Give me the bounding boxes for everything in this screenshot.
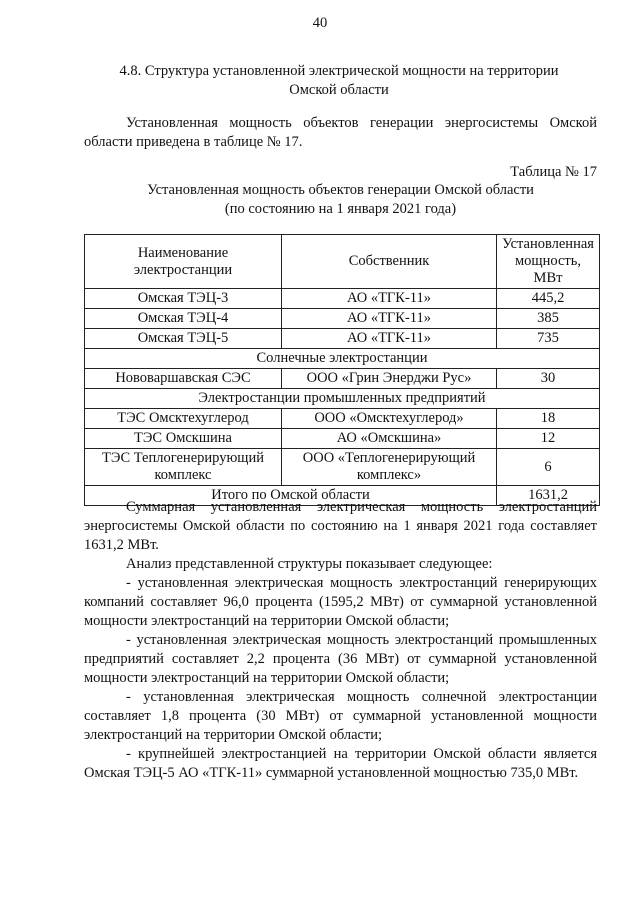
total-label: Итого по Омской области	[85, 486, 497, 506]
table-caption-line2: (по состоянию на 1 января 2021 года)	[224, 201, 457, 217]
analysis-text	[84, 498, 597, 783]
table-row	[85, 309, 600, 329]
section-industrial: Электростанции промышленных предприятий	[85, 389, 600, 409]
capacity-table	[84, 234, 600, 506]
section-heading: 4.8. Структура установленной электрической мощности на территории Омской области	[119, 63, 559, 98]
summary-paragraph: Суммарная установленная электрическая мощность электростанций энергосистемы Омской области по состоянию на 1 января 2021 года составляет 1631,2 МВт.	[84, 499, 597, 553]
intro-paragraph: Установленная мощность объектов генерации энергосистемы Омской области приведена в таблице № 17.	[84, 115, 597, 150]
cell-capacity: 18	[497, 409, 600, 429]
cell-capacity: 735	[497, 329, 600, 349]
cell-station: Омская ТЭЦ-4	[85, 309, 282, 329]
cell-station: Омская ТЭЦ-3	[85, 289, 282, 309]
cell-station: ТЭС Теплогенерирующий комплекс	[85, 449, 282, 486]
table-row	[85, 429, 600, 449]
cell-owner: АО «ТГК-11»	[282, 329, 497, 349]
cell-station: Омская ТЭЦ-5	[85, 329, 282, 349]
table-number: Таблица № 17	[510, 164, 597, 180]
header-owner: Собственник	[282, 235, 497, 289]
cell-owner: АО «ТГК-11»	[282, 289, 497, 309]
table-caption	[84, 181, 597, 219]
table-row	[85, 289, 600, 309]
cell-capacity: 385	[497, 309, 600, 329]
page-number: 40	[312, 15, 328, 31]
cell-owner: АО «ТГК-11»	[282, 309, 497, 329]
analysis-item: - крупнейшей электростанцией на территории Омской области является Омская ТЭЦ-5 АО «ТГК-11» суммарной установленной мощностью 735,0 МВт.	[84, 746, 597, 781]
table-row	[85, 369, 600, 389]
table-row	[85, 449, 600, 486]
cell-capacity: 12	[497, 429, 600, 449]
cell-owner: ООО «Грин Энерджи Рус»	[282, 369, 497, 389]
header-capacity: Установленная мощность, МВт	[497, 235, 600, 289]
section-solar: Солнечные электростанции	[85, 349, 600, 369]
cell-capacity: 445,2	[497, 289, 600, 309]
cell-owner: ООО «Теплогенерирующий комплекс»	[282, 449, 497, 486]
table-row	[85, 329, 600, 349]
table-row	[85, 409, 600, 429]
table-section-row	[85, 389, 600, 409]
cell-station: Нововаршавская СЭС	[85, 369, 282, 389]
cell-owner: АО «Омскшина»	[282, 429, 497, 449]
cell-capacity: 30	[497, 369, 600, 389]
analysis-intro: Анализ представленной структуры показывает следующее:	[126, 556, 493, 572]
table-header-row	[85, 235, 600, 289]
cell-station: ТЭС Омскшина	[85, 429, 282, 449]
header-station-name: Наименование электростанции	[85, 235, 282, 289]
total-value: 1631,2	[497, 486, 600, 506]
table-caption-line1: Установленная мощность объектов генерации Омской области	[147, 182, 534, 198]
cell-capacity: 6	[497, 449, 600, 486]
cell-owner: ООО «Омсктехуглерод»	[282, 409, 497, 429]
analysis-item: - установленная электрическая мощность электростанций промышленных предприятий составляет 2,2 процента (36 МВт) от суммарной установленной мощности электростанций на территории Омской области;	[84, 632, 597, 686]
table-section-row	[85, 349, 600, 369]
cell-station: ТЭС Омсктехуглерод	[85, 409, 282, 429]
analysis-item: - установленная электрическая мощность электростанций генерирующих компаний составляет 96,0 процента (1595,2 МВт) от суммарной установленной мощности электростанций на территории Омской области;	[84, 575, 597, 629]
analysis-item: - установленная электрическая мощность солнечной электростанции составляет 1,8 процента (30 МВт) от суммарной установленной мощности электростанций на территории Омской области;	[84, 689, 597, 743]
